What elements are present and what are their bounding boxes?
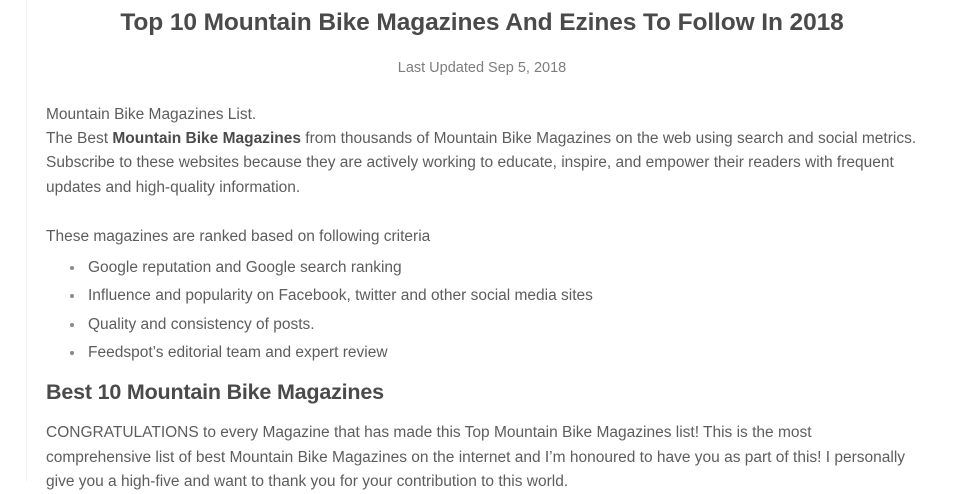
list-item [68, 341, 918, 365]
intro-block [46, 103, 918, 200]
congratulations-paragraph: CONGRATULATIONS to every Magazine that has made this Top Mountain Bike Magazines list! This is the most comprehensive list of best Mountain Bike Magazines on the internet and I’m honoured to have you as part of this! I personally give you a high-five and want to thank you for your contribution to this world. [46, 424, 906, 490]
list-item [68, 313, 918, 337]
criteria-lead-text: These magazines are ranked based on following criteria [46, 227, 431, 245]
criteria-label: Influence and popularity on Facebook, twitter and other social media sites [88, 287, 593, 305]
list-item [68, 284, 918, 308]
lead-bold-phrase: Mountain Bike Magazines [112, 130, 301, 148]
article-content [46, 0, 918, 494]
criteria-label: Google reputation and Google search ranking [88, 258, 402, 276]
section-title: Best 10 Mountain Bike Magazines [46, 380, 384, 405]
lead-prefix: The Best [46, 130, 113, 148]
intro-line: Mountain Bike Magazines List. [46, 106, 257, 123]
last-updated-text: Last Updated Sep 5, 2018 [397, 60, 567, 76]
criteria-label: Quality and consistency of posts. [88, 315, 315, 333]
list-item [68, 256, 918, 280]
criteria-label: Feedspot’s editorial team and expert review [88, 344, 388, 362]
lead-paragraph [46, 127, 918, 200]
page-title: Top 10 Mountain Bike Magazines And Ezines To Follow In 2018 [120, 9, 844, 36]
lead-rest: from thousands of Mountain Bike Magazines on the web using search and social metrics. Subscribe to these websites because they are actively working to educate, inspire, and empower their readers with frequent updates and high-quality information. [46, 130, 917, 196]
criteria-list [46, 256, 918, 366]
left-margin-divider [26, 0, 27, 481]
